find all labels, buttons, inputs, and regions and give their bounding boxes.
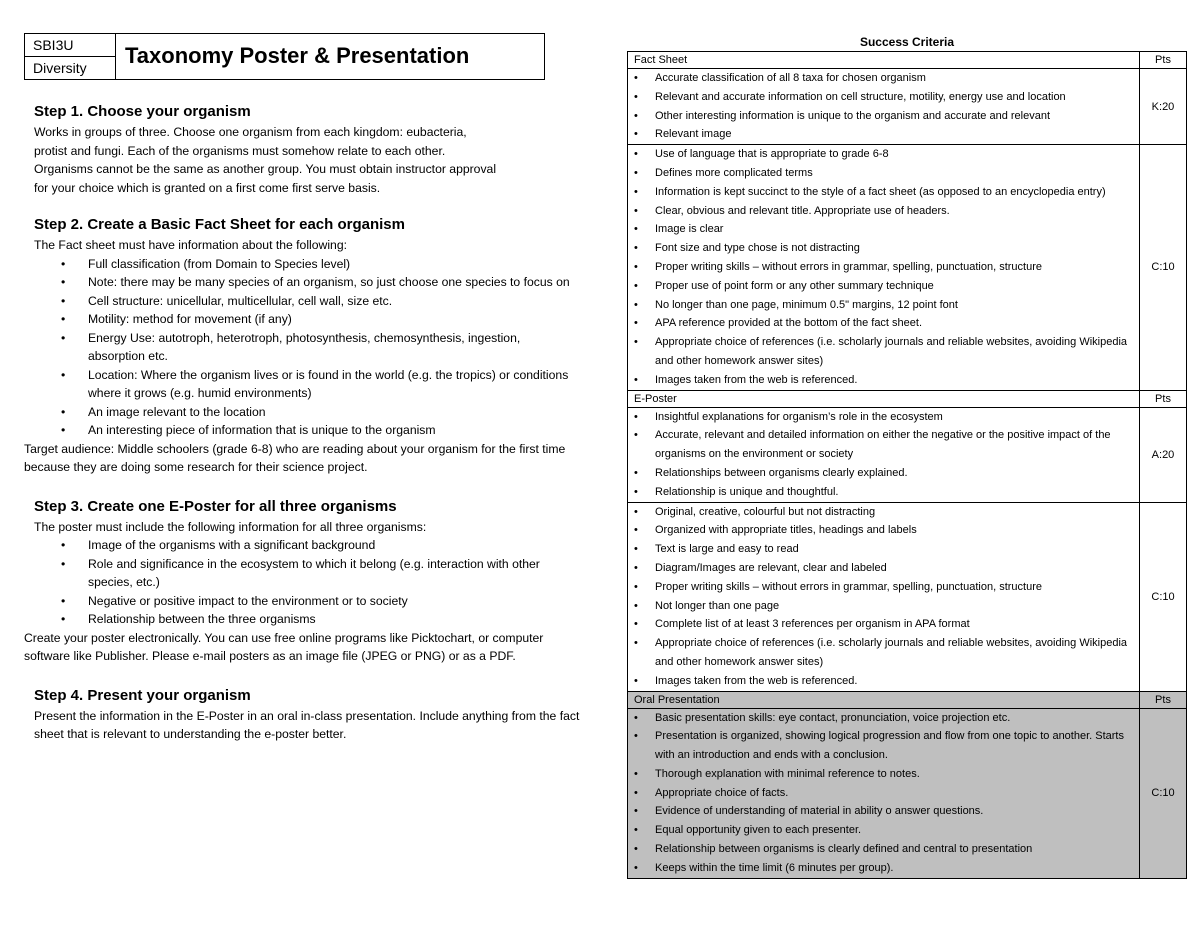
step-1 [24, 102, 580, 197]
criterion: • Proper writing skills – without errors in grammar, spelling, punctuation, structure [655, 258, 1139, 277]
criteria-group [628, 69, 1187, 145]
criterion: • Relevant and accurate information on cell structure, motility, energy use and location [655, 88, 1139, 107]
criterion: • Organized with appropriate titles, headings and labels [655, 521, 1139, 540]
criterion: • Appropriate choice of references (i.e. scholarly journals and reliable websites, avoiding Wikipedia and other homework answer sites) [655, 333, 1139, 371]
list-item: • Relationship between the three organisms [88, 610, 580, 629]
criterion: • Accurate classification of all 8 taxa for chosen organism [655, 69, 1139, 88]
criterion: • Relationships between organisms clearly explained. [655, 464, 1139, 483]
criterion: • No longer than one page, minimum 0.5" margins, 12 point font [655, 296, 1139, 315]
criterion: • Insightful explanations for organism’s role in the ecosystem [655, 408, 1139, 427]
section-header-fact-sheet [628, 52, 1187, 69]
criterion: • Accurate, relevant and detailed information on either the negative or the positive impact of the organisms on the environment or society [655, 426, 1139, 464]
list-item: • Cell structure: unicellular, multicellular, cell wall, size etc. [88, 292, 580, 311]
criterion: • Relationship is unique and thoughtful. [655, 483, 1139, 502]
criteria-group [628, 407, 1187, 502]
points-value: K:20 [1140, 69, 1187, 145]
step-1-line: for your choice which is granted on a first come first serve basis. [34, 180, 381, 195]
step-1-line: protist and fungi. Each of the organisms must somehow relate to each other. [34, 143, 446, 158]
list-item: • Role and significance in the ecosystem to which it belong (e.g. interaction with other species, etc.) [88, 555, 580, 592]
list-item: • An image relevant to the location [88, 403, 580, 422]
success-criteria [627, 34, 1187, 879]
criterion: • Proper writing skills – without errors in grammar, spelling, punctuation, structure [655, 578, 1139, 597]
list-item: • Full classification (from Domain to Species level) [88, 255, 580, 274]
criteria-group [628, 502, 1187, 691]
course-code: SBI3U [25, 34, 115, 57]
pts-label: Pts [1140, 390, 1187, 407]
step-4 [24, 686, 580, 744]
list-item: • Image of the organisms with a significant background [88, 536, 580, 555]
criterion: • Use of language that is appropriate to grade 6-8 [655, 145, 1139, 164]
criteria-group [628, 708, 1187, 878]
criterion: • APA reference provided at the bottom of the fact sheet. [655, 314, 1139, 333]
step-2-intro: The Fact sheet must have information about the following: [34, 238, 347, 252]
criterion: • Image is clear [655, 220, 1139, 239]
criterion: • Appropriate choice of references (i.e. scholarly journals and reliable websites, avoiding Wikipedia and other homework answer sites) [655, 634, 1139, 672]
pts-label: Pts [1140, 52, 1187, 69]
criterion: • Defines more complicated terms [655, 164, 1139, 183]
success-criteria-title: Success Criteria [859, 35, 955, 49]
list-item: • Energy Use: autotroph, heterotroph, photosynthesis, chemosynthesis, ingestion, absorption etc. [88, 329, 580, 366]
page-title: Taxonomy Poster & Presentation [125, 43, 470, 68]
criterion: • Evidence of understanding of material in ability o answer questions. [655, 802, 1139, 821]
criterion: • Basic presentation skills: eye contact, pronunciation, voice projection etc. [655, 709, 1139, 728]
criterion: • Proper use of point form or any other summary technique [655, 277, 1139, 296]
step-1-line: Works in groups of three. Choose one organism from each kingdom: eubacteria, [34, 125, 467, 139]
criterion: • Diagram/Images are relevant, clear and labeled [655, 559, 1139, 578]
criterion: • Complete list of at least 3 references per organism in APA format [655, 615, 1139, 634]
poster-requirements [24, 536, 580, 629]
criterion: • Relevant image [655, 125, 1139, 144]
target-audience: Target audience: Middle schoolers (grade 6-8) who are reading about your organism for the first time because they are doing some research for their science project. [24, 441, 566, 474]
criterion: • Thorough explanation with minimal reference to notes. [655, 765, 1139, 784]
points-value: C:10 [1140, 145, 1187, 390]
section-name: Oral Presentation [628, 691, 1140, 708]
criterion: • Images taken from the web is referenced. [655, 672, 1139, 691]
step-2 [24, 215, 580, 477]
criterion: • Text is large and easy to read [655, 540, 1139, 559]
criteria-group [628, 145, 1187, 390]
fact-sheet-requirements [24, 255, 580, 440]
step-1-line: Organisms cannot be the same as another group. You must obtain instructor approval [34, 162, 497, 176]
criterion: • Equal opportunity given to each presenter. [655, 821, 1139, 840]
step-3-heading: Step 3. Create one E-Poster for all three organisms [34, 497, 397, 515]
section-name: E-Poster [628, 390, 1140, 407]
criterion: • Presentation is organized, showing logical progression and flow from one topic to another. Starts with an introduction and ends with a conclusion. [655, 727, 1139, 765]
section-name: Fact Sheet [628, 52, 1140, 69]
points-value: A:20 [1140, 407, 1187, 502]
criterion: • Original, creative, colourful but not distracting [655, 503, 1139, 522]
list-item: • An interesting piece of information that is unique to the organism [88, 421, 580, 440]
criterion: • Keeps within the time limit (6 minutes per group). [655, 859, 1139, 878]
step-3-intro: The poster must include the following information for all three organisms: [34, 519, 427, 534]
pts-label: Pts [1140, 691, 1187, 708]
poster-format-note: Create your poster electronically. You can use free online programs like Picktochart, or computer software like Publisher. Please e-mail posters as an image file (JPEG or PNG) or as a PDF. [24, 630, 544, 663]
step-4-text: Present the information in the E-Poster in an oral in-class presentation. Include anything from the fact sheet that is relevant to understanding the e-poster better. [34, 708, 580, 741]
criterion: • Not longer than one page [655, 597, 1139, 616]
step-2-heading: Step 2. Create a Basic Fact Sheet for each organism [34, 216, 405, 233]
assignment-instructions [24, 33, 580, 744]
step-3 [24, 497, 580, 666]
unit-name: Diversity [33, 60, 87, 76]
title-block [24, 33, 545, 80]
criterion: • Other interesting information is unique to the organism and accurate and relevant [655, 107, 1139, 126]
list-item: • Location: Where the organism lives or is found in the world (e.g. the tropics) or conditions where it grows (e.g. humid environments) [88, 366, 580, 403]
step-1-heading: Step 1. Choose your organism [34, 103, 251, 120]
criterion: • Appropriate choice of facts. [655, 784, 1139, 803]
criterion: • Clear, obvious and relevant title. Appropriate use of headers. [655, 202, 1139, 221]
criterion: • Font size and type chose is not distracting [655, 239, 1139, 258]
list-item: • Note: there may be many species of an organism, so just choose one species to focus on [88, 273, 580, 292]
points-value: C:10 [1140, 502, 1187, 691]
criterion: • Relationship between organisms is clearly defined and central to presentation [655, 840, 1139, 859]
list-item: • Negative or positive impact to the environment or to society [88, 592, 580, 611]
criterion: • Information is kept succinct to the style of a fact sheet (as opposed to an encyclopedia entry) [655, 183, 1139, 202]
section-header-oral-presentation [628, 691, 1187, 708]
list-item: • Motility: method for movement (if any) [88, 310, 580, 329]
rubric-table [627, 51, 1187, 879]
points-value: C:10 [1140, 708, 1187, 878]
section-header-e-poster [628, 390, 1187, 407]
step-4-heading: Step 4. Present your organism [34, 686, 251, 704]
course-info [25, 34, 116, 79]
criterion: • Images taken from the web is referenced. [655, 371, 1139, 390]
